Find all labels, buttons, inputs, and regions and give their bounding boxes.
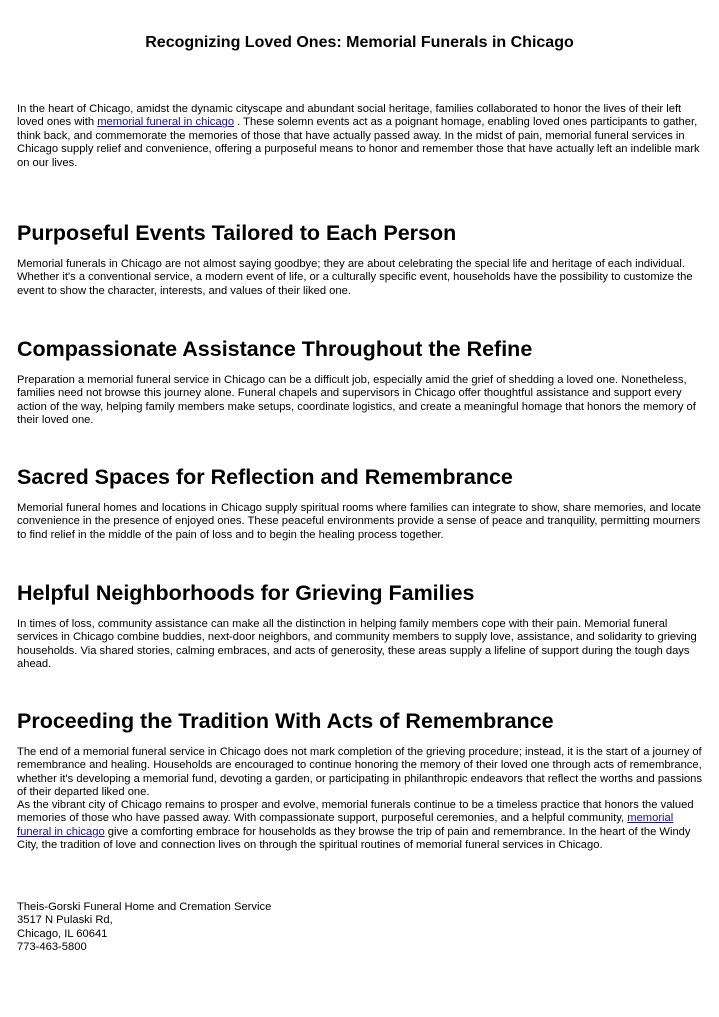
section-body-5: The end of a memorial funeral service in Chicago does not mark completion of the grieving procedure; instead, it is the start of a journey of remembrance and healing. Households are encouraged to continue honoring the memory of their loved one through acts of remembrance, whether it's developing a memorial fund, devoting a garden, or participating in philanthropic endeavors that reflect the worths and passions of their departed liked one. <box>17 746 702 799</box>
address-block <box>17 901 417 955</box>
section-body-2: Preparation a memorial funeral service in Chicago can be a difficult job, especially amid the grief of shedding a loved one. Nonetheless, families need not browse this journey alone. Funeral chapels and supervisors in Chicago offer thoughtful assistance and support every action of the way, helping family members make setups, coordinate logistics, and create a meaningful homage that honors the memory of their loved one. <box>17 374 696 427</box>
business-name: Theis-Gorski Funeral Home and Cremation Service <box>17 901 272 913</box>
city-state-zip: Chicago, IL 60641 <box>17 927 108 940</box>
section-heading-1: Purposeful Events Tailored to Each Person <box>17 221 457 245</box>
section-heading-3: Sacred Spaces for Reflection and Remembrance <box>17 465 513 489</box>
section-heading-5: Proceeding the Tradition With Acts of Remembrance <box>17 709 554 733</box>
closing-text-after: give a comforting embrace for households as they browse the trip of pain and remembrance. In the heart of the Windy City, the tradition of love and connection lives on through the spiritual routines of memorial funeral services in Chicago. <box>17 825 691 852</box>
street-address: 3517 N Pulaski Rd, <box>17 914 113 927</box>
intro-text-after: . These solemn events act as a poignant homage, enabling loved ones participants to gather, think back, and commemorate the memories of those that have actually passed away. In the midst of pain, memorial funeral services in Chicago supply relief and convenience, offering a purposeful means to honor and remember those that have actually left an indelible mark on our lives. <box>17 116 700 169</box>
page-title: Recognizing Loved Ones: Memorial Funerals in Chicago <box>145 34 574 51</box>
memorial-funeral-link-1[interactable]: memorial funeral in chicago <box>97 116 235 129</box>
section-body-3: Memorial funeral homes and locations in Chicago supply spiritual rooms where families can integrate to show, share memories, and locate convenience in the presence of enjoyed ones. These peaceful environments provide a sense of peace and tranquility, permitting mourners to find relief in the middle of the pain of loss and to begin the healing process together. <box>17 502 702 541</box>
intro-paragraph <box>17 103 703 170</box>
closing-paragraph <box>17 799 703 853</box>
section-body-4: In times of loss, community assistance can make all the distinction in helping family members cope with their pain. Memorial funeral services in Chicago combine buddies, next-door neighbors, and community members to supply love, assistance, and solidarity to grieving households. Via shared stories, calming embraces, and acts of generosity, these areas supply a lifeline of support during the tough days ahead. <box>17 618 697 671</box>
section-heading-2: Compassionate Assistance Throughout the Refine <box>17 337 533 361</box>
intro-text-before: In the heart of Chicago, amidst the dynamic cityscape and abundant social heritage, families collaborated to honor the lives of their left loved ones with <box>17 103 682 129</box>
section-body-1: Memorial funerals in Chicago are not almost saying goodbye; they are about celebrating the special life and heritage of each individual. Whether it's a conventional service, a modern event of life, or a culturally specific event, households have the possibility to customize the event to show the character, interests, and values of their liked one. <box>17 258 693 297</box>
section-heading-4: Helpful Neighborhoods for Grieving Families <box>17 581 475 605</box>
closing-text-before: As the vibrant city of Chicago remains to prosper and evolve, memorial funerals continue to be a timeless practice that honors the valued memories of those who have passed away. With compassionate support, purposeful ceremonies, and a helpful community, <box>17 799 694 825</box>
memorial-funeral-link-2[interactable]: memorial funeral in chicago <box>17 812 674 838</box>
phone-number: 773-463-5800 <box>17 941 87 954</box>
